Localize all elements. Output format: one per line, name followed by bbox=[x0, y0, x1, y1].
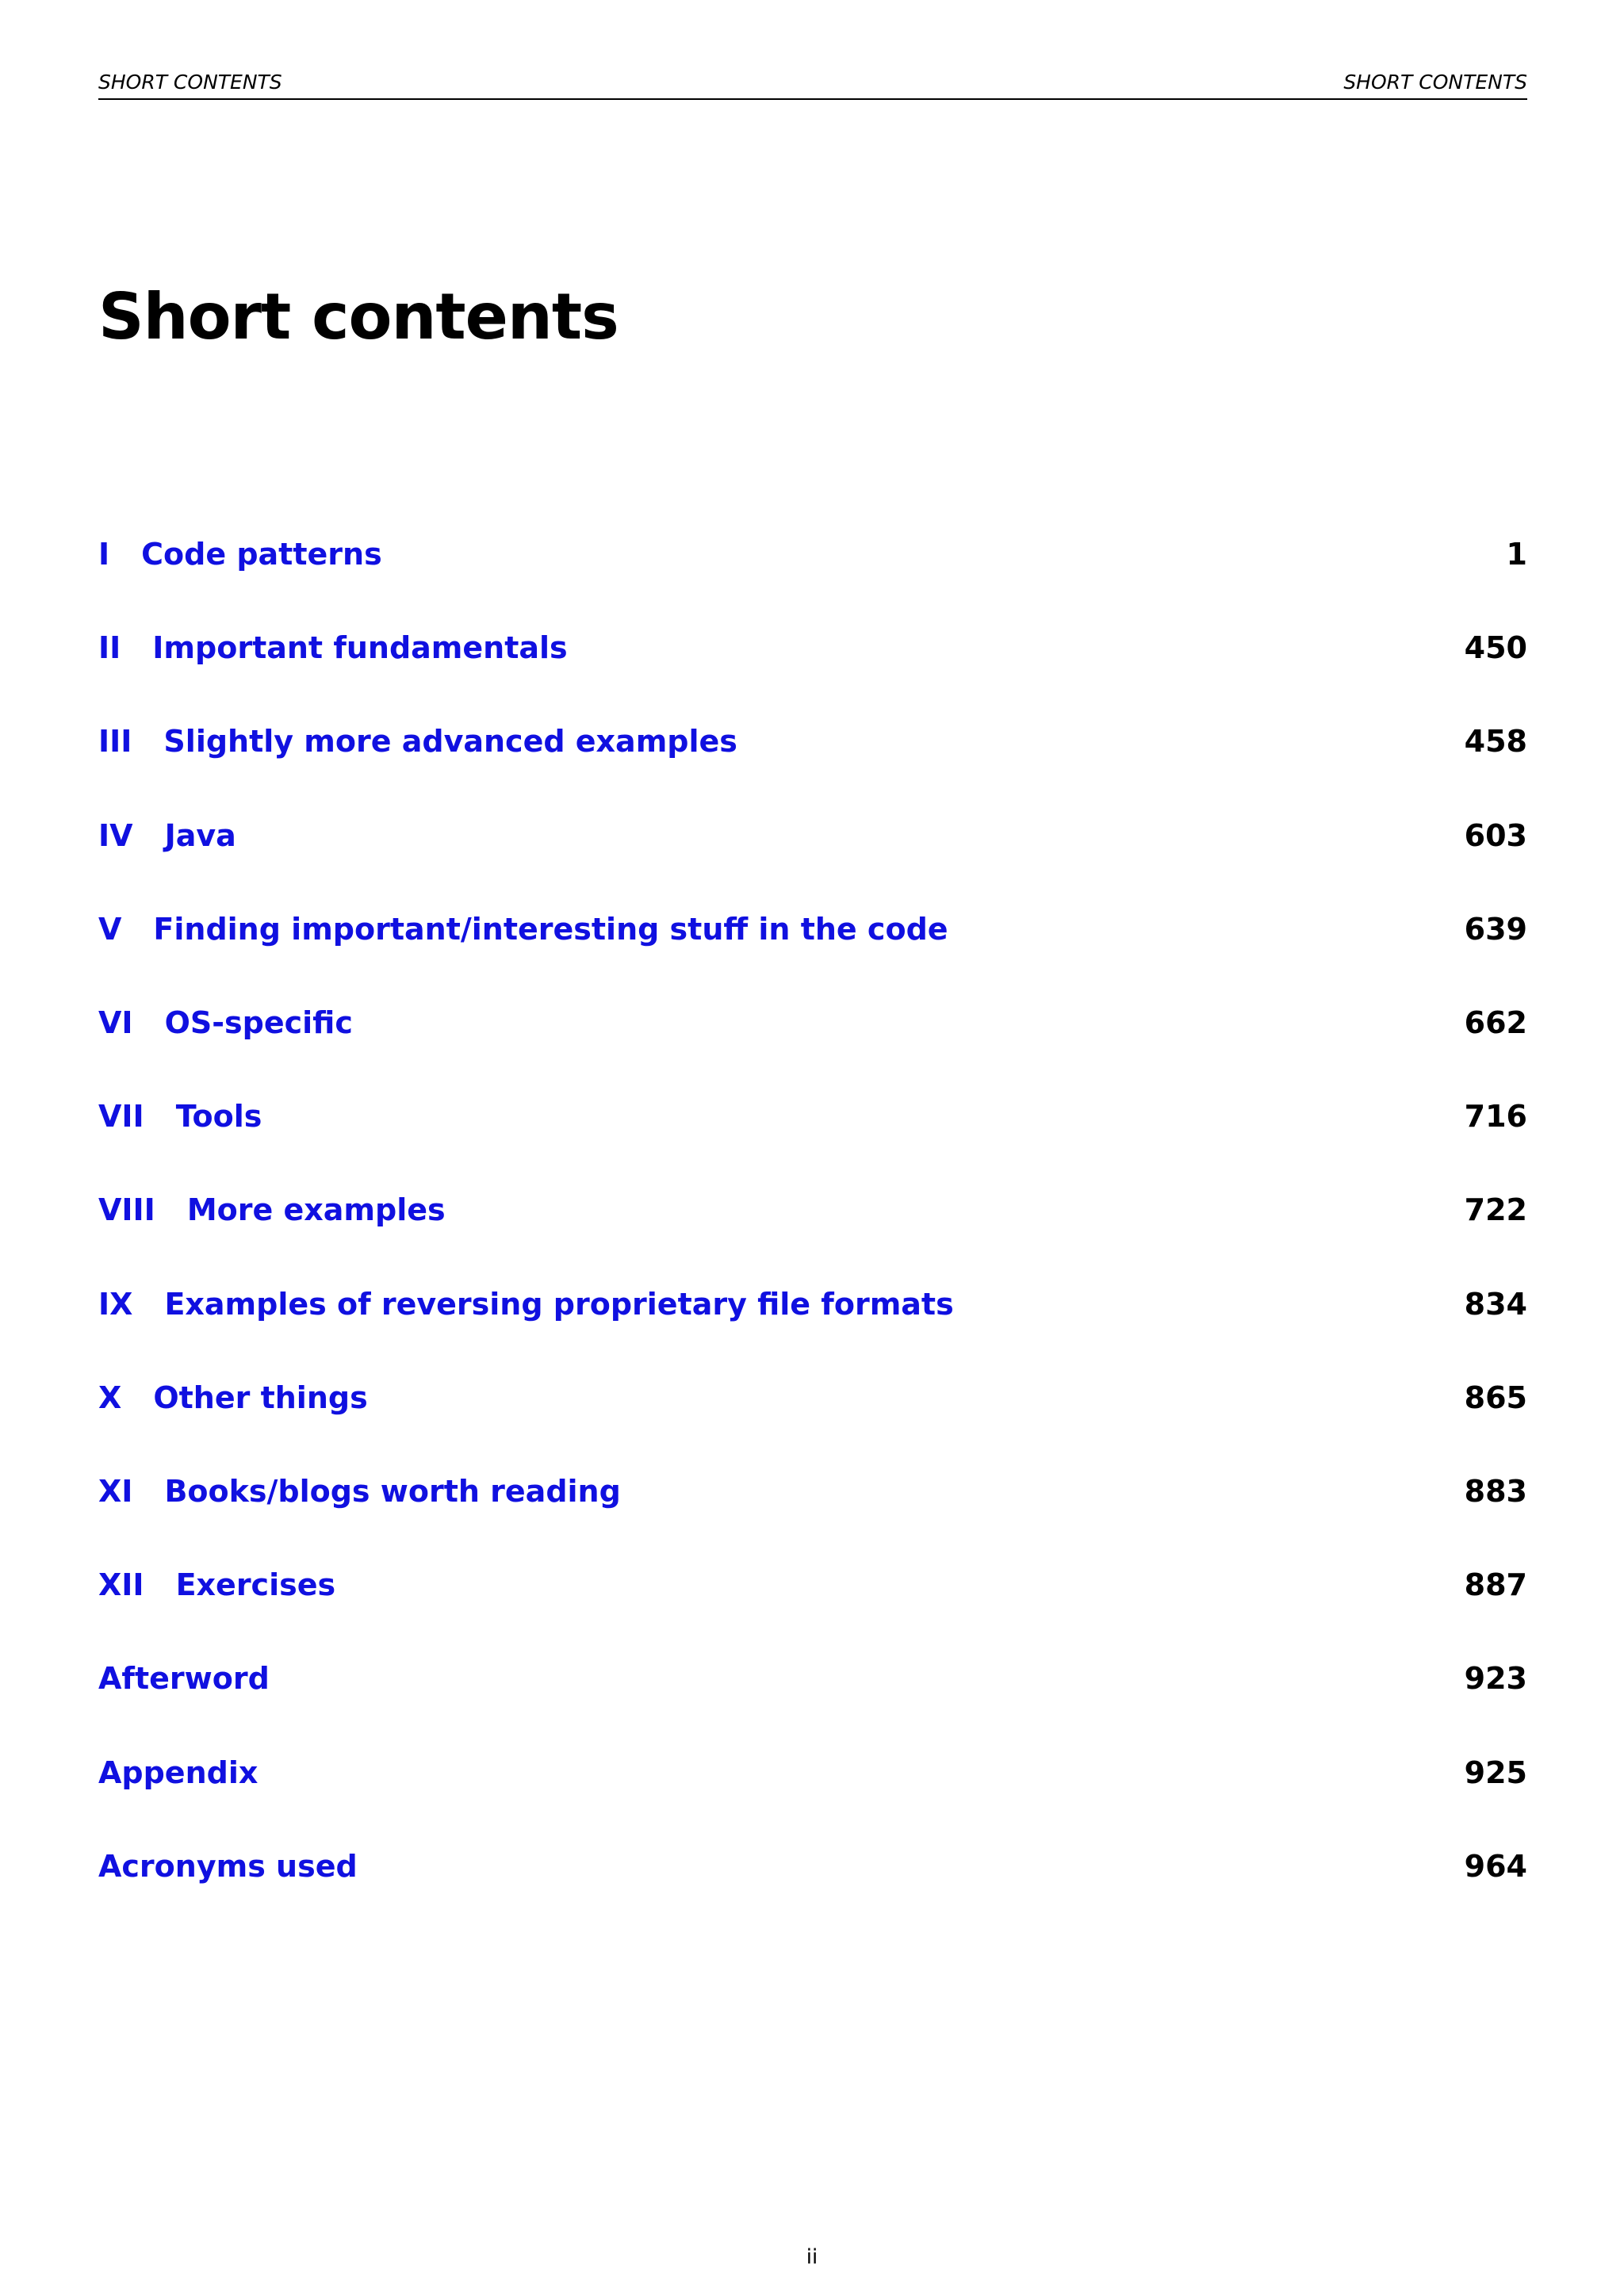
toc-entry-other-things[interactable] bbox=[98, 1351, 1527, 1445]
toc-entry-label[interactable]: Acronyms used bbox=[98, 1848, 358, 1884]
toc-entry-label[interactable]: More examples bbox=[186, 1192, 446, 1228]
toc-page-number: 923 bbox=[1464, 1661, 1527, 1697]
toc-entry-important-fundamentals[interactable] bbox=[98, 601, 1527, 695]
toc-entry-file-formats[interactable] bbox=[98, 1257, 1527, 1351]
toc-entry-code-patterns[interactable] bbox=[98, 507, 1527, 601]
toc-page-number: 722 bbox=[1464, 1192, 1527, 1228]
header-left: SHORT CONTENTS bbox=[98, 71, 282, 94]
running-header bbox=[98, 68, 1527, 100]
toc-entry-label[interactable]: Important fundamentals bbox=[152, 630, 568, 666]
toc-page-number: 1 bbox=[1506, 537, 1527, 572]
page-number: ii bbox=[806, 2245, 818, 2269]
toc-page-number: 834 bbox=[1464, 1286, 1527, 1322]
toc-page-number: 603 bbox=[1464, 817, 1527, 853]
toc-part-number: XI bbox=[98, 1473, 133, 1509]
toc-page-number: 887 bbox=[1464, 1567, 1527, 1603]
toc-entry-label[interactable]: Books/blogs worth reading bbox=[164, 1473, 621, 1509]
toc-entry-tools[interactable] bbox=[98, 1070, 1527, 1163]
toc-page-number: 639 bbox=[1464, 911, 1527, 947]
toc-part-number: IV bbox=[98, 817, 133, 853]
toc-entry-afterword[interactable] bbox=[98, 1632, 1527, 1725]
toc-entry-label[interactable]: Code patterns bbox=[141, 537, 382, 572]
toc-entry-books-blogs[interactable] bbox=[98, 1445, 1527, 1538]
toc-entry-label[interactable]: Other things bbox=[153, 1380, 368, 1415]
toc-entry-label[interactable]: Finding important/interesting stuff in the code bbox=[153, 911, 948, 947]
toc-list bbox=[98, 507, 1527, 1913]
toc-part-number: IX bbox=[98, 1286, 133, 1322]
toc-page-number: 925 bbox=[1464, 1755, 1527, 1790]
toc-entry-advanced-examples[interactable] bbox=[98, 695, 1527, 788]
toc-entry-label[interactable]: Afterword bbox=[98, 1661, 270, 1697]
toc-entry-acronyms[interactable] bbox=[98, 1820, 1527, 1913]
toc-page-number: 865 bbox=[1464, 1380, 1527, 1415]
toc-page-number: 883 bbox=[1464, 1473, 1527, 1509]
toc-part-number: VIII bbox=[98, 1192, 155, 1228]
toc-entry-exercises[interactable] bbox=[98, 1538, 1527, 1632]
toc-entry-label[interactable]: Slightly more advanced examples bbox=[163, 724, 737, 760]
toc-entry-label[interactable]: Appendix bbox=[98, 1755, 259, 1790]
toc-page-number: 964 bbox=[1464, 1848, 1527, 1884]
toc-part-number: II bbox=[98, 630, 121, 666]
toc-part-number: X bbox=[98, 1380, 122, 1415]
toc-entry-label[interactable]: Exercises bbox=[175, 1567, 336, 1603]
toc-page-number: 716 bbox=[1464, 1099, 1527, 1135]
header-right: SHORT CONTENTS bbox=[1343, 71, 1527, 94]
toc-part-number: VII bbox=[98, 1099, 144, 1135]
toc-part-number: I bbox=[98, 537, 110, 572]
toc-entry-label[interactable]: Tools bbox=[175, 1099, 262, 1135]
toc-page-number: 450 bbox=[1464, 630, 1527, 666]
toc-page-number: 458 bbox=[1464, 724, 1527, 760]
toc-entry-os-specific[interactable] bbox=[98, 976, 1527, 1070]
toc-entry-label[interactable]: OS-specific bbox=[164, 1005, 353, 1041]
toc-entry-appendix[interactable] bbox=[98, 1725, 1527, 1819]
toc-part-number: VI bbox=[98, 1005, 133, 1041]
toc-part-number: XII bbox=[98, 1567, 144, 1603]
toc-page-number: 662 bbox=[1464, 1005, 1527, 1041]
toc-entry-java[interactable] bbox=[98, 789, 1527, 882]
toc-part-number: III bbox=[98, 724, 132, 760]
toc-entry-finding-stuff[interactable] bbox=[98, 882, 1527, 976]
toc-part-number: V bbox=[98, 911, 122, 947]
page-title: Short contents bbox=[98, 280, 619, 354]
toc-entry-label[interactable]: Java bbox=[164, 817, 236, 853]
toc-entry-more-examples[interactable] bbox=[98, 1163, 1527, 1257]
toc-entry-label[interactable]: Examples of reversing proprietary file formats bbox=[164, 1286, 954, 1322]
